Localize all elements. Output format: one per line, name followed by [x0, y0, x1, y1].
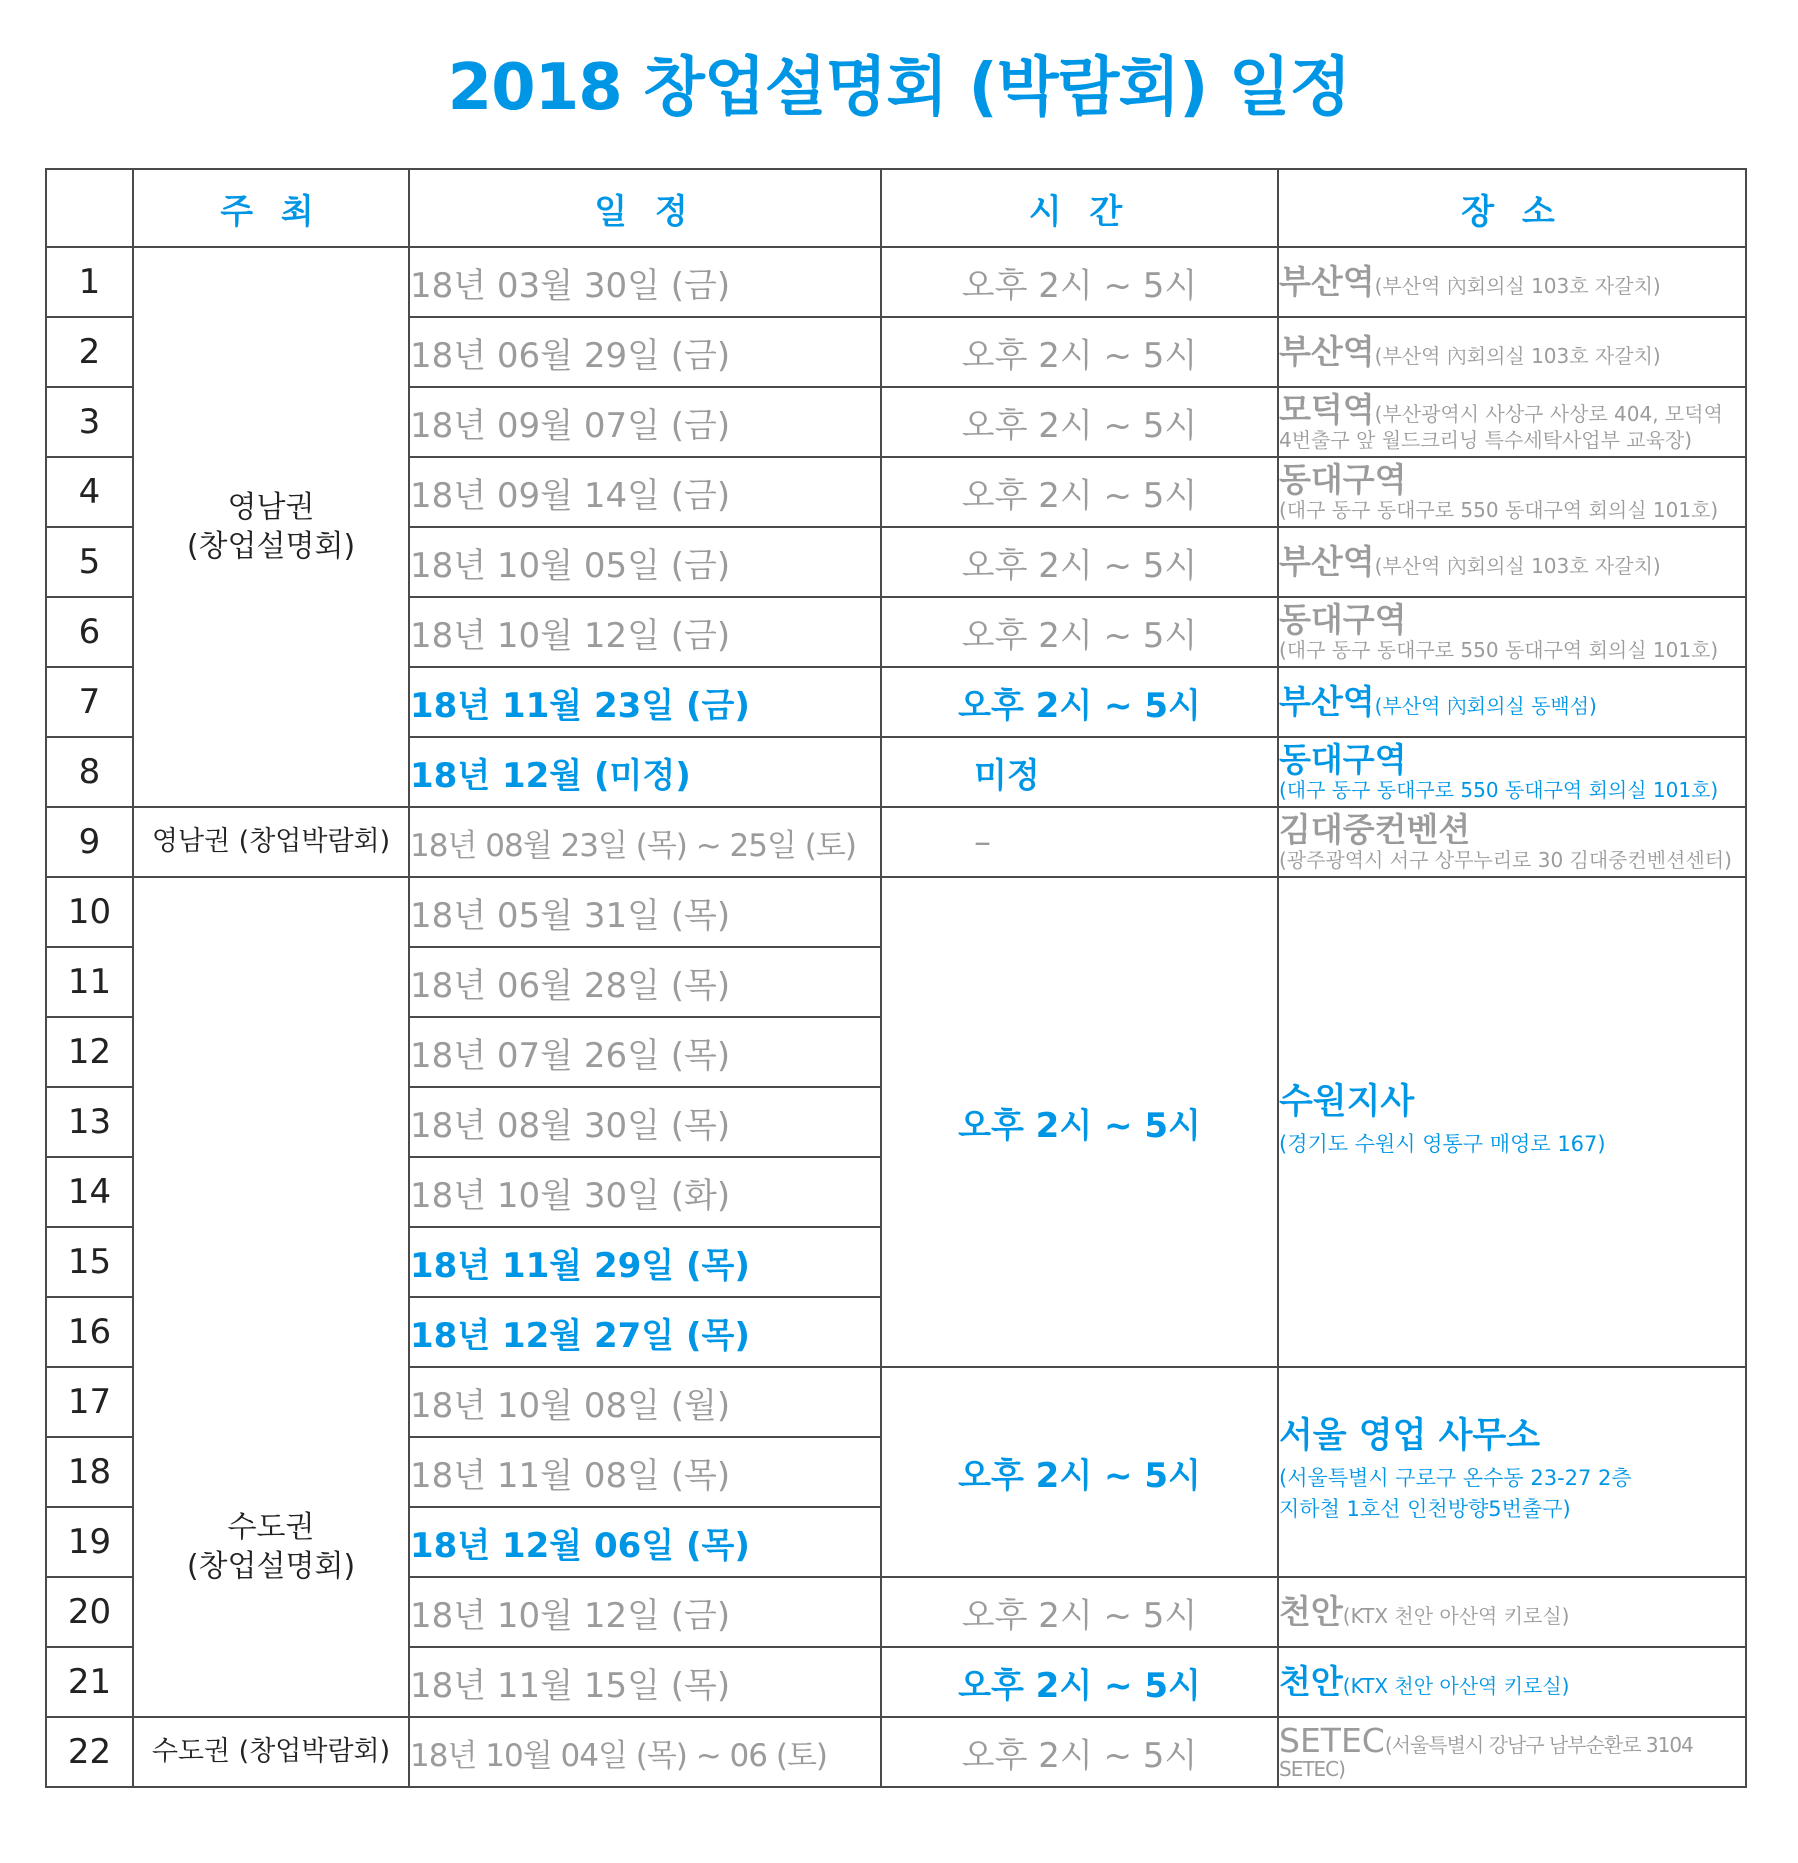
- place-detail-line2: 4번출구 앞 월드크리닝 특수세탁사업부 교육장): [1279, 428, 1693, 453]
- row-number: 18: [46, 1437, 133, 1507]
- place-detail: (대구 동구 동대구로 550 동대구역 회의실 101호): [1279, 638, 1719, 663]
- header-time: 시 간: [881, 169, 1278, 247]
- place-cell: [1278, 597, 1746, 667]
- place-detail: (광주광역시 서구 상무누리로 30 김대중컨벤션센터): [1279, 848, 1732, 873]
- date-cell: 18년 10월 12일 (금): [409, 597, 881, 667]
- place-name: 부산역: [1279, 681, 1375, 721]
- header-date: 일 정: [409, 169, 881, 247]
- host-sudo-fair: 수도권 (창업박람회): [133, 1717, 409, 1787]
- place-name: 동대구역: [1279, 739, 1407, 779]
- row-number: 11: [46, 947, 133, 1017]
- host-sudo-seminar: [133, 877, 409, 1717]
- row-number: 9: [46, 807, 133, 877]
- date-cell: 18년 10월 08일 (월): [409, 1367, 881, 1437]
- host-yeongnam-fair: 영남권 (창업박람회): [133, 807, 409, 877]
- place-cell: [1278, 387, 1746, 457]
- row-number: 22: [46, 1717, 133, 1787]
- date-cell: 18년 10월 30일 (화): [409, 1157, 881, 1227]
- place-name: 부산역: [1279, 331, 1375, 371]
- place-name: 모덕역: [1279, 389, 1375, 429]
- time-cell: 오후 2시 ~ 5시: [881, 387, 1278, 457]
- row-number: 14: [46, 1157, 133, 1227]
- place-detail: (경기도 수원시 영통구 매영로 167): [1279, 1131, 1606, 1156]
- date-cell: 18년 05월 31일 (목): [409, 877, 881, 947]
- row-number: 12: [46, 1017, 133, 1087]
- date-cell: 18년 10월 12일 (금): [409, 1577, 881, 1647]
- place-name: SETEC: [1279, 1721, 1385, 1761]
- place-cell: [1278, 1717, 1746, 1787]
- time-cell: 오후 2시 ~ 5시: [881, 527, 1278, 597]
- place-name: 천안: [1279, 1661, 1343, 1701]
- page-title: 2018 창업설명회 (박람회) 일정: [447, 51, 1351, 125]
- row-number: 7: [46, 667, 133, 737]
- place-detail-line2: 지하철 1호선 인천방향5번출구): [1279, 1497, 1571, 1522]
- place-cell: [1278, 457, 1746, 527]
- place-detail: (부산역 內회의실 103호 자갈치): [1374, 553, 1661, 578]
- date-cell: 18년 10월 04일 (목) ~ 06 (토): [409, 1717, 881, 1787]
- place-detail: (KTX 천안 아산역 키로실): [1342, 1603, 1570, 1628]
- place-name: 부산역: [1279, 541, 1375, 581]
- place-detail: (대구 동구 동대구로 550 동대구역 회의실 101호): [1279, 778, 1719, 803]
- time-cell: 오후 2시 ~ 5시: [881, 1577, 1278, 1647]
- time-cell: 오후 2시 ~ 5시: [881, 247, 1278, 317]
- place-cell: [1278, 1577, 1746, 1647]
- place-name: 동대구역: [1279, 459, 1407, 499]
- time-cell: 오후 2시 ~ 5시: [881, 597, 1278, 667]
- row-number: 3: [46, 387, 133, 457]
- date-cell: 18년 09월 14일 (금): [409, 457, 881, 527]
- time-cell: 오후 2시 ~ 5시: [881, 457, 1278, 527]
- date-cell: 18년 08월 30일 (목): [409, 1087, 881, 1157]
- row-number: 20: [46, 1577, 133, 1647]
- table-row: [46, 1717, 1746, 1787]
- date-cell: 18년 08월 23일 (목) ~ 25일 (토): [409, 807, 881, 877]
- row-number: 5: [46, 527, 133, 597]
- date-cell: 18년 12월 27일 (목): [409, 1297, 881, 1367]
- time-cell: 미정: [881, 737, 1278, 807]
- place-name: 동대구역: [1279, 599, 1407, 639]
- date-cell: 18년 11월 29일 (목): [409, 1227, 881, 1297]
- place-cell: [1278, 807, 1746, 877]
- place-name: 서울 영업 사무소: [1279, 1416, 1541, 1457]
- place-cell: [1278, 317, 1746, 387]
- date-cell: 18년 11월 08일 (목): [409, 1437, 881, 1507]
- place-detail: (부산광역시 사상구 사상로 404, 모덕역: [1374, 401, 1723, 426]
- place-name: 천안: [1279, 1591, 1343, 1631]
- row-number: 15: [46, 1227, 133, 1297]
- row-number: 19: [46, 1507, 133, 1577]
- place-name: 부산역: [1279, 261, 1375, 301]
- header-num: [46, 169, 133, 247]
- schedule-table: [45, 168, 1747, 1788]
- place-cell: [1278, 1647, 1746, 1717]
- row-number: 17: [46, 1367, 133, 1437]
- time-cell-suwon: 오후 2시 ~ 5시: [881, 877, 1278, 1367]
- host-sudo-seminar-label: 수도권 (창업설명회): [186, 1510, 356, 1584]
- header-host: 주 최: [133, 169, 409, 247]
- place-detail: (서울특별시 강남구 남부순환로 3104 SETEC): [1279, 1733, 1693, 1781]
- table-header-row: [46, 169, 1746, 247]
- place-name: 수원지사: [1279, 1081, 1415, 1122]
- date-cell: 18년 10월 05일 (금): [409, 527, 881, 597]
- date-cell: 18년 12월 (미정): [409, 737, 881, 807]
- place-cell: [1278, 247, 1746, 317]
- place-detail: (대구 동구 동대구로 550 동대구역 회의실 101호): [1279, 498, 1719, 523]
- time-cell: 오후 2시 ~ 5시: [881, 317, 1278, 387]
- row-number: 8: [46, 737, 133, 807]
- row-number: 4: [46, 457, 133, 527]
- place-cell: [1278, 737, 1746, 807]
- row-number: 2: [46, 317, 133, 387]
- row-number: 1: [46, 247, 133, 317]
- place-cell: [1278, 527, 1746, 597]
- table-row: [46, 807, 1746, 877]
- date-cell: 18년 12월 06일 (목): [409, 1507, 881, 1577]
- time-cell: 오후 2시 ~ 5시: [881, 667, 1278, 737]
- date-cell: 18년 06월 28일 (목): [409, 947, 881, 1017]
- time-cell: 오후 2시 ~ 5시: [881, 1647, 1278, 1717]
- place-cell: [1278, 667, 1746, 737]
- date-cell: 18년 03월 30일 (금): [409, 247, 881, 317]
- time-cell: 오후 2시 ~ 5시: [881, 1717, 1278, 1787]
- date-cell: 18년 11월 23일 (금): [409, 667, 881, 737]
- row-number: 10: [46, 877, 133, 947]
- row-number: 13: [46, 1087, 133, 1157]
- date-cell: 18년 06월 29일 (금): [409, 317, 881, 387]
- place-detail: (부산역 內회의실 동백섬): [1374, 693, 1597, 718]
- date-cell: 18년 11월 15일 (목): [409, 1647, 881, 1717]
- date-cell: 18년 07월 26일 (목): [409, 1017, 881, 1087]
- row-number: 16: [46, 1297, 133, 1367]
- host-yeongnam-seminar: 영남권 (창업설명회): [133, 247, 409, 807]
- table-row: [46, 247, 1746, 317]
- date-cell: 18년 09월 07일 (금): [409, 387, 881, 457]
- row-number: 6: [46, 597, 133, 667]
- place-cell-suwon: [1278, 877, 1746, 1367]
- time-cell: –: [881, 807, 1278, 877]
- table-row: [46, 877, 1746, 947]
- time-cell-seoul: 오후 2시 ~ 5시: [881, 1367, 1278, 1577]
- place-detail: (KTX 천안 아산역 키로실): [1342, 1673, 1570, 1698]
- place-name: 김대중컨벤션: [1279, 809, 1471, 849]
- header-place: 장 소: [1278, 169, 1746, 247]
- row-number: 21: [46, 1647, 133, 1717]
- place-detail: (부산역 內회의실 103호 자갈치): [1374, 343, 1661, 368]
- place-detail: (서울특별시 구로구 온수동 23-27 2층: [1279, 1465, 1632, 1490]
- place-detail: (부산역 內회의실 103호 자갈치): [1374, 273, 1661, 298]
- place-cell-seoul: [1278, 1367, 1746, 1577]
